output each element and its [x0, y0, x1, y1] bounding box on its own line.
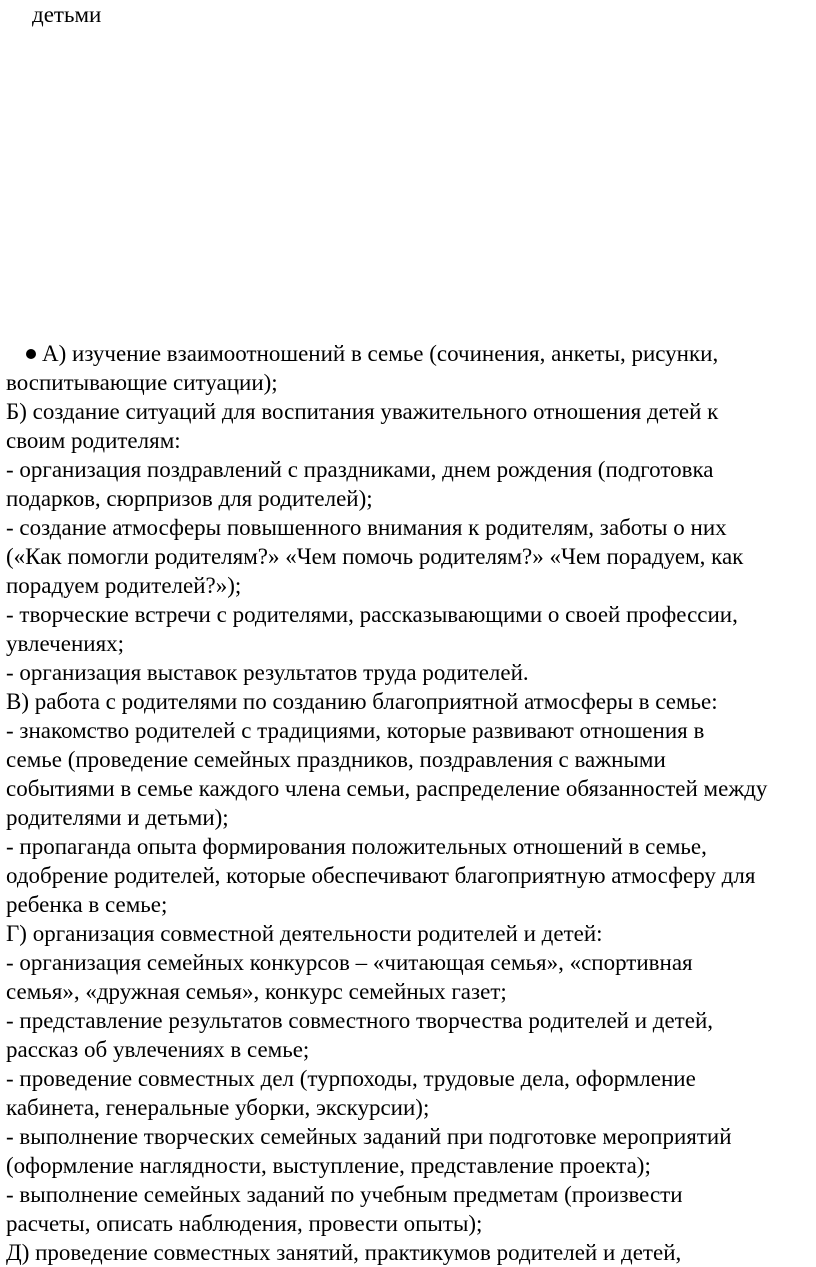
text-line: В) работа с родителями по созданию благоприятной атмосферы в семье: — [6, 689, 718, 714]
text-line: - организация поздравлений с праздниками, днем рождения (подготовка — [6, 457, 714, 482]
text-line: событиями в семье каждого члена семьи, распределение обязанностей между — [6, 776, 768, 801]
text-line: родителями и детьми); — [6, 805, 229, 830]
text-line: своим родителям: — [6, 428, 181, 453]
text-line: - творческие встречи с родителями, рассказывающими о своей профессии, — [6, 602, 738, 627]
text-line: - знакомство родителей с традициями, которые развивают отношения в — [6, 718, 705, 743]
text-line: Г) организация совместной деятельности родителей и детей: — [6, 921, 603, 946]
text-line: рассказ об увлечениях в семье; — [6, 1037, 310, 1062]
text-line: Д) проведение совместных занятий, практикумов родителей и детей, — [6, 1240, 682, 1265]
text-line: воспитывающие ситуации); — [6, 370, 278, 395]
text-line: одобрение родителей, которые обеспечивают благоприятную атмосферу для — [6, 863, 756, 888]
text-line: - проведение совместных дел (турпоходы, трудовые дела, оформление — [6, 1066, 696, 1091]
bullet-paragraph — [6, 339, 816, 368]
bullet-text: А) изучение взаимоотношений в семье (сочинения, анкеты, рисунки, — [42, 341, 719, 366]
text-line: - пропаганда опыта формирования положительных отношений в семье, — [6, 834, 707, 859]
bullet-dot-icon — [26, 349, 36, 359]
text-line: увлечениях; — [6, 631, 125, 656]
text-line: расчеты, описать наблюдения, провести опыты); — [6, 1211, 483, 1236]
text-line: ребенка в семье; — [6, 892, 168, 917]
text-line: («Как помогли родителям?» «Чем помочь родителям?» «Чем порадуем, как — [6, 544, 744, 569]
top-text-fragment: детьми — [32, 2, 102, 27]
paragraph-lines — [6, 368, 816, 1267]
text-line: семья», «дружная семья», конкурс семейных газет; — [6, 979, 507, 1004]
text-line: - представление результатов совместного творчества родителей и детей, — [6, 1008, 714, 1033]
text-line: семье (проведение семейных праздников, поздравления с важными — [6, 747, 666, 772]
text-line: (оформление наглядности, выступление, представление проекта); — [6, 1153, 651, 1178]
text-line: порадуем родителей?»); — [6, 573, 242, 598]
document-body — [6, 339, 816, 1267]
text-line: подарков, сюрпризов для родителей); — [6, 486, 373, 511]
text-line: - организация семейных конкурсов – «читающая семья», «спортивная — [6, 950, 693, 975]
text-line: - создание атмосферы повышенного внимания к родителям, заботы о них — [6, 515, 727, 540]
text-line: кабинета, генеральные уборки, экскурсии); — [6, 1095, 430, 1120]
text-line: - выполнение семейных заданий по учебным предметам (произвести — [6, 1182, 683, 1207]
text-line: Б) создание ситуаций для воспитания уважительного отношения детей к — [6, 399, 719, 424]
text-line: - организация выставок результатов труда родителей. — [6, 660, 529, 685]
text-line: - выполнение творческих семейных заданий при подготовке мероприятий — [6, 1124, 732, 1149]
